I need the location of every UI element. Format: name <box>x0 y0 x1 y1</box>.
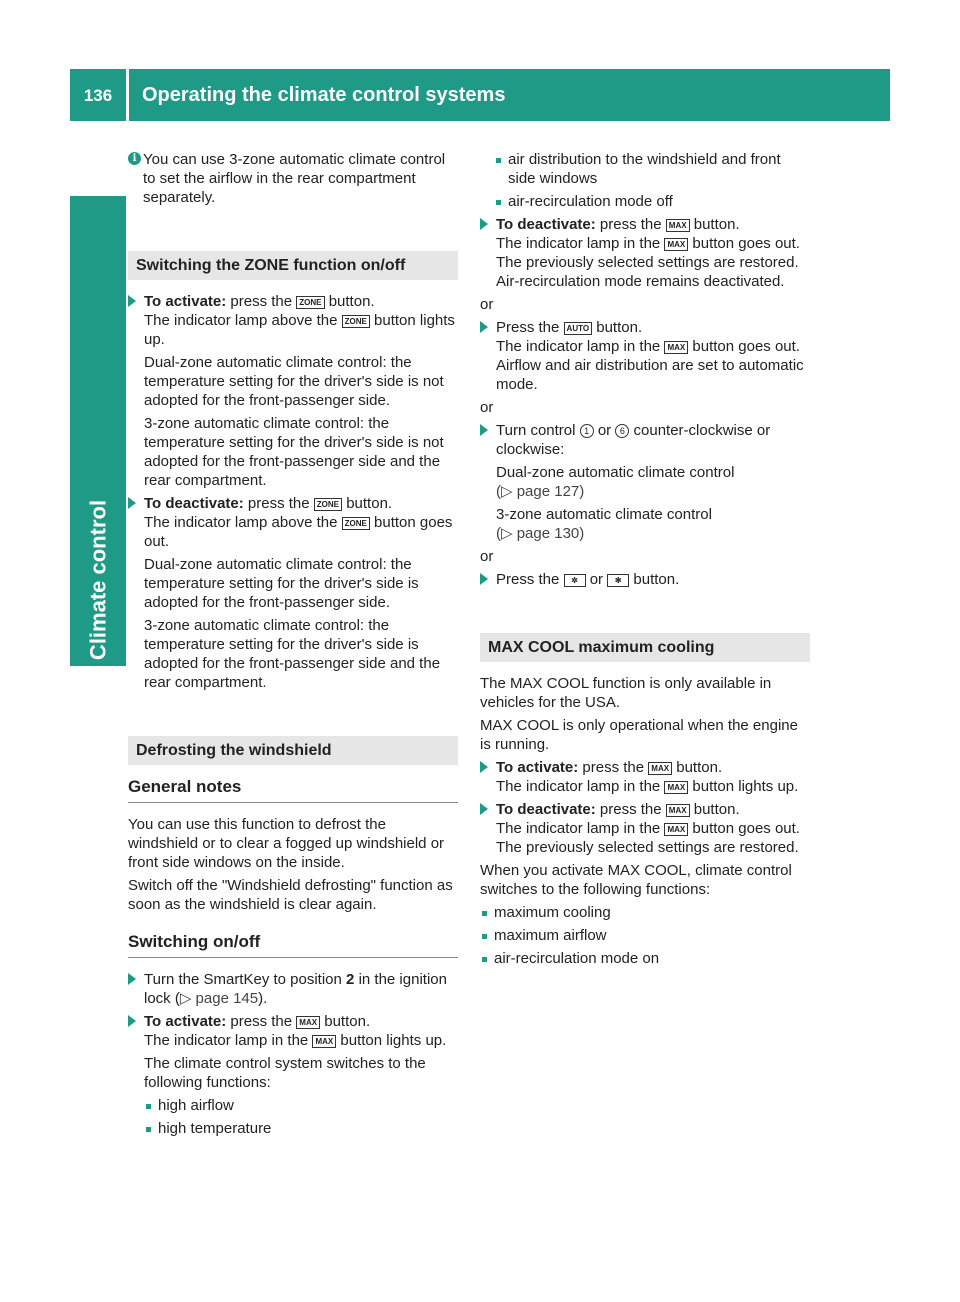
step-text: or <box>597 422 612 439</box>
defrost-button-icon: MAX <box>666 219 690 232</box>
step-text: The indicator lamp in the <box>496 235 661 252</box>
list-item: high temperature <box>144 1119 458 1138</box>
or-text: or <box>480 548 494 565</box>
step-text: Press the <box>496 319 560 336</box>
step-text: Press the <box>496 571 560 588</box>
header-separator <box>126 69 129 121</box>
step-text: The indicator lamp in the <box>496 778 661 795</box>
zone-activate-three: 3-zone automatic climate control: the temperature setting for the driver's side is not adopted for the front-passenger side and the rear compartment. <box>144 415 444 489</box>
list-item: air-recirculation mode on <box>480 949 810 968</box>
step-arrow-icon <box>480 424 488 436</box>
step-text: button. <box>633 571 680 588</box>
step-arrow-icon <box>480 321 488 333</box>
step-text: press the <box>599 216 662 233</box>
defrost-deactivate-line <box>496 215 810 291</box>
zone-activate-line <box>144 292 458 349</box>
list-item: maximum cooling <box>480 903 810 922</box>
step-text: in the ignition lock ( <box>144 971 447 1007</box>
step-text: press the <box>582 759 645 776</box>
page-reference-link[interactable]: ▷ page 145 <box>179 990 259 1007</box>
step-text: button. <box>324 1013 371 1030</box>
zone-button-icon: ZONE <box>342 517 370 530</box>
fan-step <box>480 570 810 589</box>
page-number: 136 <box>83 85 113 105</box>
left-column <box>128 150 458 1142</box>
zone-deactivate-line <box>144 494 458 551</box>
step-text: Turn control <box>496 422 576 439</box>
step-arrow-icon <box>128 973 136 985</box>
zone-activate-dual: Dual-zone automatic climate control: the temperature setting for the driver's side is not adopted for the front-passenger side. <box>144 354 444 409</box>
maxcool-p2: MAX COOL is only operational when the engine is running. <box>480 717 798 753</box>
turn-control-step <box>480 421 810 543</box>
step-text: or <box>589 571 604 588</box>
zone-deactivate-step <box>128 494 458 692</box>
step-text: press the <box>230 293 293 310</box>
auto-button-icon: AUTO <box>564 322 593 335</box>
maxcool-button-icon: MAX <box>648 762 672 775</box>
step-label: To deactivate: <box>496 801 596 818</box>
side-tab-label: Climate control <box>85 499 111 661</box>
control-6-icon: 6 <box>615 424 629 438</box>
right-column <box>480 150 810 972</box>
step-arrow-icon <box>480 573 488 585</box>
list-item: air distribution to the windshield and front side windows <box>494 150 810 188</box>
step-text: The indicator lamp in the <box>144 1032 309 1049</box>
or-text: or <box>480 296 494 313</box>
step-text: button goes out. The previously selected settings are restored. Air-recirculation mode remains deactivated. <box>496 235 800 290</box>
list-item: air-recirculation mode off <box>494 192 810 211</box>
step-text: press the <box>599 801 662 818</box>
defrost-button-icon: MAX <box>664 341 688 354</box>
or-text: or <box>480 399 494 416</box>
section-heading-zone: Switching the ZONE function on/off <box>128 251 458 280</box>
step-text: The indicator lamp above the <box>144 312 338 329</box>
turn-key-step <box>128 970 458 1008</box>
list-item: high airflow <box>144 1096 458 1115</box>
zone-deactivate-three: 3-zone automatic climate control: the temperature setting for the driver's side is adopted for the front-passenger side and the rear compartment. <box>144 617 441 691</box>
fan-line <box>496 570 810 589</box>
maxcool-button-icon: MAX <box>666 804 690 817</box>
step-text: Turn the SmartKey to position <box>144 971 342 988</box>
subheading-general-notes: General notes <box>128 777 458 803</box>
zone-activate-step <box>128 292 458 490</box>
info-note-text: You can use 3-zone automatic climate control to set the airflow in the rear compartment separately. <box>143 151 446 206</box>
zone-button-icon: ZONE <box>296 296 324 309</box>
step-arrow-icon <box>128 1015 136 1027</box>
zone-deactivate-dual: Dual-zone automatic climate control: the temperature setting for the driver's side is adopted for the front-passenger side. <box>144 556 419 611</box>
step-text: Dual-zone automatic climate control <box>496 464 735 481</box>
subheading-switching: Switching on/off <box>128 932 458 958</box>
control-1-icon: 1 <box>580 424 594 438</box>
fan-down-button-icon: ✻ <box>607 574 629 587</box>
turn-dual <box>496 463 810 501</box>
maxcool-button-icon: MAX <box>664 781 688 794</box>
step-text: button. <box>328 293 375 310</box>
step-label: To activate: <box>496 759 579 776</box>
step-text: button. <box>346 495 393 512</box>
general-notes-p1: You can use this function to defrost the windshield or to clear a fogged up windshield or front side windows on the inside. <box>128 816 445 871</box>
page-reference-link[interactable]: (▷ page 127) <box>496 483 585 500</box>
step-arrow-icon <box>128 497 136 509</box>
step-text: button goes out. Airflow and air distribution are set to automatic mode. <box>496 338 804 393</box>
step-text: button. <box>693 216 740 233</box>
step-text: button goes out. <box>144 514 453 550</box>
step-text: The indicator lamp above the <box>144 514 338 531</box>
step-text: press the <box>230 1013 293 1030</box>
auto-step <box>480 318 810 394</box>
page-reference-link[interactable]: (▷ page 130) <box>496 525 585 542</box>
turn-control-line <box>496 421 810 459</box>
defrost-activate-line <box>144 1012 458 1050</box>
maxcool-button-icon: MAX <box>664 823 688 836</box>
maxcool-activate-line <box>496 758 810 796</box>
maxcool-p1: The MAX COOL function is only available in vehicles for the USA. <box>480 675 772 711</box>
step-label: To activate: <box>144 293 227 310</box>
section-heading-maxcool: MAX COOL maximum cooling <box>480 633 810 662</box>
info-note <box>128 150 458 207</box>
maxcool-deactivate-line <box>496 800 810 857</box>
defrost-activate-step <box>128 1012 458 1138</box>
page-title: Operating the climate control systems <box>142 84 506 106</box>
step-text: button lights up. <box>144 312 455 348</box>
zone-button-icon: ZONE <box>314 498 342 511</box>
key-position: 2 <box>346 971 355 988</box>
step-text: The indicator lamp in the <box>496 338 661 355</box>
defrost-button-icon: MAX <box>296 1016 320 1029</box>
list-item: maximum airflow <box>480 926 810 945</box>
step-text: button goes out. The previously selected settings are restored. <box>496 820 800 856</box>
step-arrow-icon <box>128 295 136 307</box>
step-text: The indicator lamp in the <box>496 820 661 837</box>
defrost-button-icon: MAX <box>312 1035 336 1048</box>
step-label: To activate: <box>144 1013 227 1030</box>
section-heading-defrost: Defrosting the windshield <box>128 736 458 765</box>
step-text: button lights up. <box>340 1032 447 1049</box>
step-text: button. <box>693 801 740 818</box>
turn-three <box>496 505 810 543</box>
step-text: ). <box>258 990 268 1007</box>
step-label: To deactivate: <box>496 216 596 233</box>
auto-line <box>496 318 810 394</box>
step-text: button. <box>676 759 723 776</box>
step-arrow-icon <box>480 761 488 773</box>
zone-button-icon: ZONE <box>342 315 370 328</box>
step-arrow-icon <box>480 803 488 815</box>
step-text: 3-zone automatic climate control <box>496 506 712 523</box>
info-icon: i <box>128 152 141 165</box>
maxcool-when: When you activate MAX COOL, climate control switches to the following functions: <box>480 862 792 898</box>
maxcool-deactivate-step <box>480 800 810 857</box>
turn-key-line <box>144 970 458 1008</box>
step-text: press the <box>247 495 310 512</box>
step-text: button lights up. <box>692 778 799 795</box>
defrost-deactivate-step <box>480 215 810 291</box>
maxcool-activate-step <box>480 758 810 796</box>
defrost-switches-text: The climate control system switches to the following functions: <box>144 1055 426 1091</box>
step-text: button. <box>596 319 643 336</box>
step-arrow-icon <box>480 218 488 230</box>
step-text: counter-clockwise or clockwise: <box>496 422 771 458</box>
step-label: To deactivate: <box>144 495 244 512</box>
defrost-button-icon: MAX <box>664 238 688 251</box>
fan-up-button-icon: ✲ <box>564 574 586 587</box>
general-notes-p2: Switch off the "Windshield defrosting" function as soon as the windshield is clear again. <box>128 877 453 913</box>
